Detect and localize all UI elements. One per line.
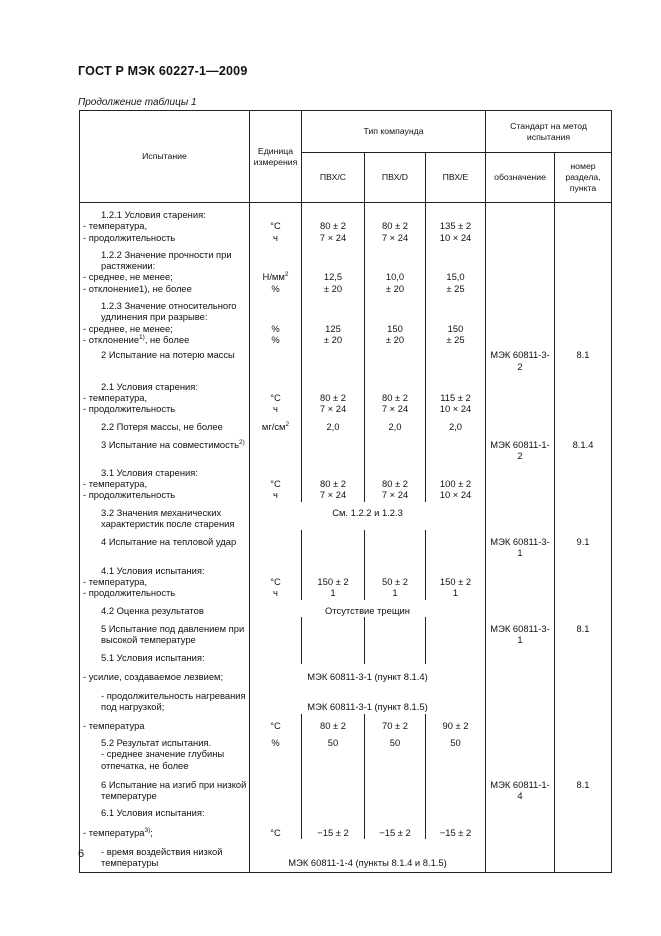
table-row — [80, 772, 612, 803]
row-title: 2.1 Условия старения: — [101, 380, 198, 392]
clause-number: 9.1 — [555, 530, 612, 564]
row-text: - температура, — [83, 477, 148, 489]
merged-value-cell: Отсутствие трещин — [250, 600, 486, 617]
table-caption: Продолжение таблицы 1 — [78, 97, 197, 108]
row-text: - температура, — [83, 392, 148, 404]
value-cell: 12,5 — [323, 271, 343, 283]
table-row — [80, 664, 612, 683]
merged-value-cell: МЭК 60811-1-4 (пункты 8.1.4 и 8.1.5) — [250, 839, 486, 872]
value-cell: 90 ± 2 — [426, 714, 486, 732]
value-cell: 80 ± 2 — [382, 392, 408, 404]
value-cell: 150 — [447, 322, 464, 334]
unit-superscript: 2 — [285, 420, 290, 428]
row-title: 1.2.2 Значение прочности при растяжении: — [101, 248, 232, 272]
value-cell: 1 — [452, 587, 459, 599]
row-title: 6.1 Условия испытания: — [101, 807, 205, 819]
standard-designation: МЭК 60811-3-1 — [486, 530, 555, 564]
row-text: - время воздействия низкой температуры — [101, 846, 223, 869]
unit-cell: ч — [273, 231, 278, 243]
page-number: 6 — [78, 848, 85, 860]
table-row — [80, 600, 612, 617]
row-text: - температура, — [83, 576, 148, 588]
row-title: 4 Испытание на тепловой удар — [101, 536, 237, 548]
table-row — [80, 346, 612, 380]
value-cell: 15,0 — [446, 271, 465, 283]
value-cell: 100 ± 2 — [439, 477, 472, 489]
value-cell: −15 ± 2 — [426, 820, 486, 839]
unit-cell: % — [271, 333, 280, 345]
table-row — [80, 416, 612, 433]
merged-value-cell: См. 1.2.2 и 1.2.3 — [250, 502, 486, 531]
value-cell: 80 ± 2 — [320, 392, 346, 404]
value-cell: −15 ± 2 — [365, 820, 426, 839]
table-row — [80, 647, 612, 664]
value-cell: ± 25 — [446, 333, 465, 345]
value-cell: 7 × 24 — [319, 489, 347, 501]
clause-number: 8.1 — [555, 772, 612, 803]
unit-cell: °С — [270, 220, 281, 232]
footnote-ref: 3) — [144, 826, 151, 834]
row-title: 3.1 Условия старения: — [101, 466, 198, 478]
table-row — [80, 530, 612, 564]
header-pvc-c: ПВХ/С — [302, 153, 365, 203]
unit-cell: °С — [250, 820, 302, 839]
value-cell: 150 ± 2 — [439, 576, 472, 588]
value-cell: 80 ± 2 — [302, 714, 365, 732]
value-cell: 7 × 24 — [381, 403, 409, 415]
row-text: - температура, — [83, 220, 148, 232]
value-cell: ± 20 — [323, 333, 343, 345]
value-cell: 10,0 — [385, 271, 405, 283]
row-title: 2.2 Потеря массы, не более — [101, 420, 223, 432]
value-cell: 80 ± 2 — [382, 220, 408, 232]
clause-number: 8.1 — [555, 617, 612, 647]
row-title: 3 Испытание на совместимость — [101, 439, 239, 451]
standard-designation: МЭК 60811-1-4 — [486, 772, 555, 803]
header-pvc-d: ПВХ/D — [365, 153, 426, 203]
value-cell: 1 — [392, 587, 398, 599]
value-cell: 10 × 24 — [439, 231, 472, 243]
merged-value-cell: МЭК 60811-3-1 (пункт 8.1.4) — [250, 664, 486, 683]
unit-cell: ч — [273, 587, 278, 599]
value-cell: 10 × 24 — [439, 403, 472, 415]
unit-cell: мг/см — [261, 420, 286, 432]
table-row — [80, 564, 612, 600]
value-cell: 150 — [387, 322, 403, 334]
unit-cell: °С — [250, 714, 302, 732]
value-cell: 80 ± 2 — [320, 220, 346, 232]
value-cell: 135 ± 2 — [439, 220, 472, 232]
value-cell: 80 ± 2 — [320, 477, 346, 489]
value-cell: 50 — [426, 732, 486, 772]
row-text: - продолжительность — [83, 403, 176, 415]
row-text: - среднее, не менее; — [83, 322, 173, 334]
value-cell: −15 ± 2 — [302, 820, 365, 839]
header-clause: номер раздела, пункта — [555, 153, 612, 203]
table-row — [80, 203, 612, 244]
row-text: - продолжительность нагревания под нагрузкой; — [101, 690, 246, 713]
value-cell: 70 ± 2 — [365, 714, 426, 732]
table-row — [80, 502, 612, 531]
row-text: - среднее, не менее; — [83, 271, 173, 283]
unit-cell: °С — [270, 576, 281, 588]
table-row — [80, 839, 612, 872]
value-cell: 80 ± 2 — [382, 477, 408, 489]
value-cell: 7 × 24 — [381, 489, 409, 501]
header-unit: Единица измерения — [250, 111, 302, 203]
unit-superscript: 2 — [284, 271, 289, 279]
row-text: ; — [150, 826, 153, 838]
value-cell: 2,0 — [426, 416, 486, 433]
table-row — [80, 714, 612, 732]
table-row — [80, 466, 612, 502]
footnote-ref: 2) — [238, 438, 245, 446]
value-cell: ± 20 — [385, 333, 405, 345]
document-title: ГОСТ Р МЭК 60227-1—2009 — [78, 64, 248, 78]
test-table — [79, 110, 612, 873]
unit-cell: ч — [273, 403, 278, 415]
row-title: 4.1 Условия испытания: — [101, 564, 205, 576]
value-cell: 10 × 24 — [439, 489, 472, 501]
table-row — [80, 244, 612, 295]
standard-designation: МЭК 60811-1-2 — [486, 433, 555, 466]
row-title: 5.2 Результат испытания. — [101, 736, 212, 748]
standard-designation: МЭК 60811-3-2 — [486, 346, 555, 380]
table-row — [80, 433, 612, 466]
row-text: - отклонение — [83, 333, 140, 345]
row-title: 1.2.1 Условия старения: — [101, 209, 206, 220]
row-text: , не более — [144, 333, 190, 345]
clause-number: 8.1 — [555, 346, 612, 380]
header-standard: Стандарт на метод испытания — [486, 111, 612, 153]
unit-cell: % — [271, 282, 280, 294]
value-cell: 150 ± 2 — [317, 576, 349, 588]
unit-cell: °С — [270, 392, 281, 404]
row-text: - среднее значение глубины отпечатка, не более — [101, 748, 225, 771]
value-cell: 7 × 24 — [381, 231, 409, 243]
row-text: - температура — [83, 826, 145, 838]
row-text: - продолжительность — [83, 587, 176, 599]
table-row — [80, 732, 612, 772]
merged-value-cell: МЭК 60811-3-1 (пункт 8.1.5) — [250, 683, 486, 714]
unit-cell: % — [250, 732, 302, 772]
value-cell: ± 25 — [446, 282, 465, 294]
table-row — [80, 380, 612, 416]
header-designation: обозначение — [486, 153, 555, 203]
row-text: - усилие, создаваемое лезвием; — [83, 670, 224, 682]
clause-number: 8.1.4 — [555, 433, 612, 466]
unit-cell: Н/мм — [262, 271, 285, 283]
row-title: 2 Испытание на потерю массы — [101, 349, 235, 361]
value-cell: 2,0 — [302, 416, 365, 433]
value-cell: 7 × 24 — [319, 231, 347, 243]
row-title: 6 Испытание на изгиб при низкой температуре — [101, 778, 247, 802]
header-test: Испытание — [80, 111, 250, 203]
header-compound-type: Тип компаунда — [302, 111, 486, 153]
value-cell: 7 × 24 — [319, 403, 347, 415]
row-title: 5 Испытание под давлением при высокой температуре — [101, 622, 245, 646]
header-pvc-e: ПВХ/Е — [426, 153, 486, 203]
row-text: - отклонение1), не более — [83, 282, 192, 294]
row-text: - продолжительность — [83, 231, 176, 243]
value-cell: 115 ± 2 — [440, 392, 471, 404]
value-cell: 125 — [325, 322, 341, 334]
table-row — [80, 802, 612, 819]
table-row — [80, 683, 612, 714]
row-text: - температура — [83, 719, 145, 731]
value-cell: 50 — [302, 732, 365, 772]
row-text: - продолжительность — [83, 489, 176, 501]
unit-cell: ч — [273, 489, 278, 501]
value-cell: ± 20 — [323, 282, 343, 294]
table-row — [80, 820, 612, 839]
row-title: 4.2 Оценка результатов — [101, 604, 204, 616]
value-cell: 1 — [330, 587, 336, 599]
table-row — [80, 295, 612, 346]
table-row — [80, 617, 612, 647]
unit-cell: % — [271, 322, 280, 334]
value-cell: ± 20 — [385, 282, 405, 294]
value-cell: 50 ± 2 — [382, 576, 408, 588]
row-title: 5.1 Условия испытания: — [101, 651, 205, 663]
value-cell: 50 — [365, 732, 426, 772]
footnote-ref: 1) — [139, 333, 145, 341]
row-title: 3.2 Значения механических характеристик после старения — [101, 506, 235, 529]
row-title: 1.2.3 Значение относительного удлинения при разрыве: — [101, 300, 237, 323]
unit-cell: °С — [270, 477, 281, 489]
standard-designation: МЭК 60811-3-1 — [486, 617, 555, 647]
value-cell: 2,0 — [365, 416, 426, 433]
